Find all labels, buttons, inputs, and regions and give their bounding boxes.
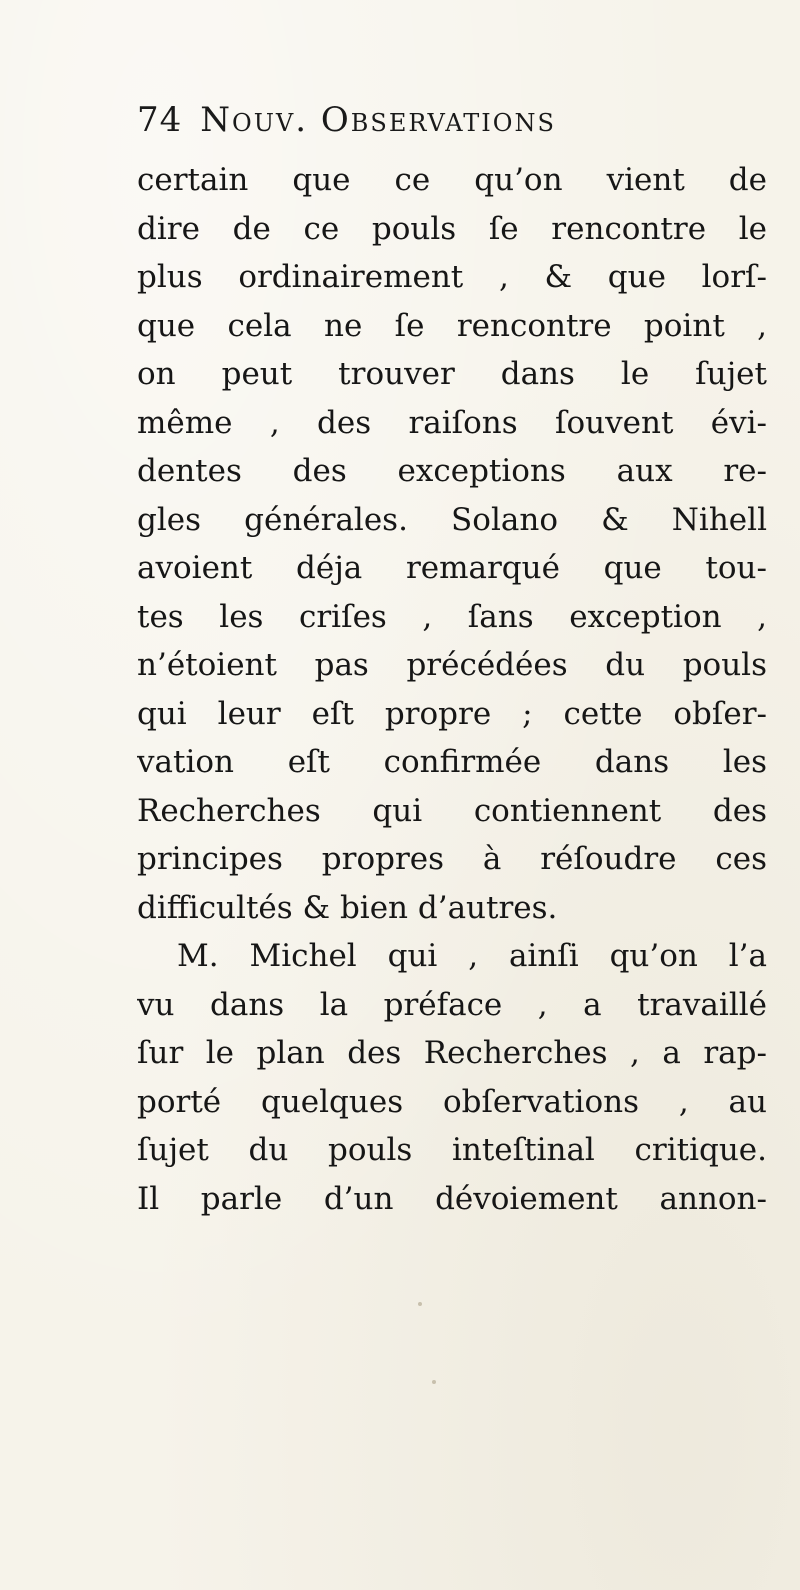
page-number: 74 (137, 100, 183, 140)
text-line: porté quelques obſervations , au (137, 1083, 767, 1120)
text-line: Recherches qui contiennent des (137, 792, 767, 829)
text-line: qui leur eſt propre ; cette obſer- (137, 695, 767, 732)
text-line: dentes des exceptions aux re- (137, 453, 767, 489)
text-line: tes les criſes , ſans exception , (137, 598, 767, 635)
text-line: certain que ce qu’on vient de (137, 162, 767, 198)
text-line: même , des raiſons ſouvent évi- (137, 404, 767, 441)
text-line: ſujet du pouls inteſtinal critique. (137, 1132, 767, 1168)
text-line: vation eſt confirmée dans les (137, 744, 767, 780)
text-line: on peut trouver dans le ſujet (137, 356, 767, 392)
text-line: que cela ne ſe rencontre point , (137, 307, 767, 344)
running-title: Nouv. Observations (200, 100, 556, 140)
text-line: principes propres à réſoudre ces (137, 841, 767, 877)
text-line: M. Michel qui , ainſi qu’on l’a (177, 938, 767, 974)
text-line: difficultés & bien d’autres. (137, 889, 558, 926)
text-line: gles générales. Solano & Nihell (137, 501, 767, 538)
text-line: dire de ce pouls ſe rencontre le (137, 210, 767, 247)
paper-speck (418, 1302, 422, 1306)
text-line: ſur le plan des Recherches , a rap- (137, 1035, 767, 1071)
text-line: Il parle d’un dévoiement annon- (137, 1180, 767, 1217)
body-text (137, 156, 777, 1223)
text-line: plus ordinairement , & que lorſ- (137, 259, 767, 295)
text-line: avoient déja remarqué que tou- (137, 550, 767, 586)
page-header (137, 100, 737, 160)
paper-speck (432, 1380, 436, 1384)
text-line: n’étoient pas précédées du pouls (137, 647, 767, 683)
text-line: vu dans la préface , a travaillé (137, 986, 767, 1023)
